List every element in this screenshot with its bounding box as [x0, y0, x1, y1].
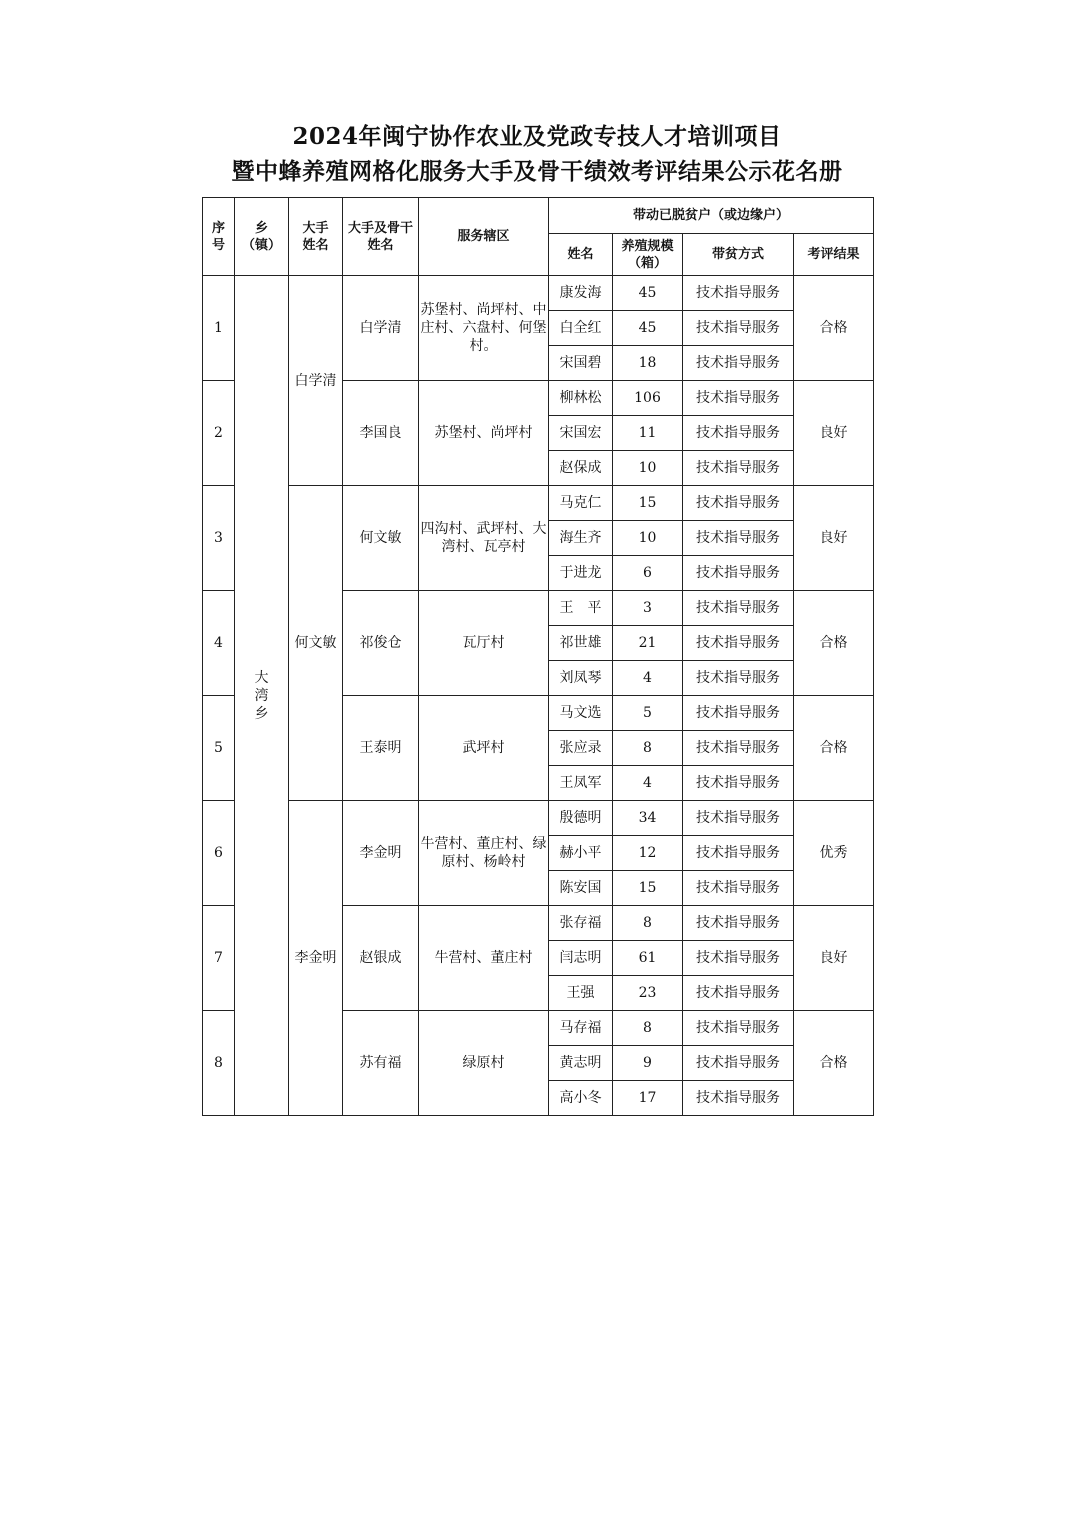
member-cell: 祁俊仓: [343, 591, 419, 696]
household-method: 技术指导服务: [683, 801, 794, 836]
household-scale: 3: [613, 591, 683, 626]
household-scale: 45: [613, 311, 683, 346]
household-method: 技术指导服务: [683, 381, 794, 416]
household-scale: 11: [613, 416, 683, 451]
household-scale: 17: [613, 1081, 683, 1116]
household-method: 技术指导服务: [683, 276, 794, 311]
header-town: 乡（镇）: [235, 198, 289, 276]
member-cell: 李金明: [343, 801, 419, 906]
member-cell: 赵银成: [343, 906, 419, 1011]
household-scale: 61: [613, 941, 683, 976]
town-name: 大湾乡: [254, 669, 269, 722]
household-name: 柳林松: [549, 381, 613, 416]
household-scale: 15: [613, 486, 683, 521]
area-cell: 牛营村、董庄村、绿原村、杨岭村: [419, 801, 549, 906]
member-cell: 苏有福: [343, 1011, 419, 1116]
seq-cell: 1: [203, 276, 235, 381]
header-household-group: 带动已脱贫户（或边缘户）: [549, 198, 874, 234]
household-name: 祁世雄: [549, 626, 613, 661]
household-name: 宋国碧: [549, 346, 613, 381]
result-cell: 合格: [794, 1011, 874, 1116]
town-cell: [235, 276, 289, 1116]
member-cell: 白学清: [343, 276, 419, 381]
area-cell: 绿原村: [419, 1011, 549, 1116]
household-method: 技术指导服务: [683, 346, 794, 381]
household-scale: 45: [613, 276, 683, 311]
household-name: 王凤军: [549, 766, 613, 801]
household-scale: 6: [613, 556, 683, 591]
result-cell: 合格: [794, 696, 874, 801]
header-name: 姓名: [549, 234, 613, 276]
household-name: 张存福: [549, 906, 613, 941]
household-name: 马文选: [549, 696, 613, 731]
table-row: [203, 276, 874, 311]
seq-cell: 2: [203, 381, 235, 486]
table-row: [203, 486, 874, 521]
header-leader: 大手姓名: [289, 198, 343, 276]
table-row: [203, 801, 874, 836]
household-method: 技术指导服务: [683, 556, 794, 591]
household-method: 技术指导服务: [683, 626, 794, 661]
household-method: 技术指导服务: [683, 941, 794, 976]
document-title-line2: 暨中蜂养殖网格化服务大手及骨干绩效考评结果公示花名册: [231, 158, 843, 185]
household-name: 白全红: [549, 311, 613, 346]
area-cell: 苏堡村、尚坪村、中庄村、六盘村、何堡村。: [419, 276, 549, 381]
seq-cell: 3: [203, 486, 235, 591]
household-name: 于进龙: [549, 556, 613, 591]
member-cell: 王泰明: [343, 696, 419, 801]
household-method: 技术指导服务: [683, 871, 794, 906]
seq-cell: 6: [203, 801, 235, 906]
result-cell: 合格: [794, 276, 874, 381]
household-method: 技术指导服务: [683, 416, 794, 451]
household-name: 闫志明: [549, 941, 613, 976]
roster-table: [202, 197, 874, 1116]
document-title-line1: 2024年闽宁协作农业及党政专技人才培训项目: [292, 123, 782, 150]
household-name: 张应录: [549, 731, 613, 766]
household-scale: 4: [613, 661, 683, 696]
household-method: 技术指导服务: [683, 311, 794, 346]
seq-cell: 4: [203, 591, 235, 696]
household-method: 技术指导服务: [683, 906, 794, 941]
household-scale: 10: [613, 451, 683, 486]
household-name: 黄志明: [549, 1046, 613, 1081]
household-method: 技术指导服务: [683, 451, 794, 486]
area-cell: 瓦厅村: [419, 591, 549, 696]
header-method: 带贫方式: [683, 234, 794, 276]
household-method: 技术指导服务: [683, 976, 794, 1011]
seq-cell: 8: [203, 1011, 235, 1116]
household-scale: 34: [613, 801, 683, 836]
household-name: 海生齐: [549, 521, 613, 556]
household-name: 康发海: [549, 276, 613, 311]
household-scale: 15: [613, 871, 683, 906]
household-method: 技术指导服务: [683, 521, 794, 556]
household-name: 马存福: [549, 1011, 613, 1046]
household-name: 马克仁: [549, 486, 613, 521]
member-cell: 何文敏: [343, 486, 419, 591]
household-name: 殷德明: [549, 801, 613, 836]
result-cell: 合格: [794, 591, 874, 696]
household-name: 宋国宏: [549, 416, 613, 451]
household-scale: 9: [613, 1046, 683, 1081]
household-name: 刘凤琴: [549, 661, 613, 696]
leader-cell: 李金明: [289, 801, 343, 1116]
area-cell: 牛营村、董庄村: [419, 906, 549, 1011]
household-scale: 8: [613, 731, 683, 766]
result-cell: 优秀: [794, 801, 874, 906]
household-method: 技术指导服务: [683, 486, 794, 521]
area-cell: 四沟村、武坪村、大湾村、瓦亭村: [419, 486, 549, 591]
area-cell: 武坪村: [419, 696, 549, 801]
header-area: 服务辖区: [419, 198, 549, 276]
household-scale: 18: [613, 346, 683, 381]
household-method: 技术指导服务: [683, 836, 794, 871]
household-scale: 12: [613, 836, 683, 871]
household-method: 技术指导服务: [683, 766, 794, 801]
result-cell: 良好: [794, 906, 874, 1011]
seq-cell: 7: [203, 906, 235, 1011]
household-method: 技术指导服务: [683, 1081, 794, 1116]
household-scale: 10: [613, 521, 683, 556]
member-cell: 李国良: [343, 381, 419, 486]
household-method: 技术指导服务: [683, 661, 794, 696]
household-method: 技术指导服务: [683, 1011, 794, 1046]
header-seq: 序号: [203, 198, 235, 276]
result-cell: 良好: [794, 486, 874, 591]
household-scale: 21: [613, 626, 683, 661]
household-scale: 4: [613, 766, 683, 801]
household-name: 赵保成: [549, 451, 613, 486]
household-scale: 8: [613, 906, 683, 941]
household-method: 技术指导服务: [683, 591, 794, 626]
household-scale: 23: [613, 976, 683, 1011]
household-scale: 8: [613, 1011, 683, 1046]
header-result: 考评结果: [794, 234, 874, 276]
household-name: 高小冬: [549, 1081, 613, 1116]
household-name: 王强: [549, 976, 613, 1011]
header-scale: 养殖规模（箱）: [613, 234, 683, 276]
household-name: 赫小平: [549, 836, 613, 871]
leader-cell: 白学清: [289, 276, 343, 486]
household-method: 技术指导服务: [683, 731, 794, 766]
household-scale: 106: [613, 381, 683, 416]
leader-cell: 何文敏: [289, 486, 343, 801]
household-scale: 5: [613, 696, 683, 731]
result-cell: 良好: [794, 381, 874, 486]
header-member: 大手及骨干姓名: [343, 198, 419, 276]
household-method: 技术指导服务: [683, 696, 794, 731]
area-cell: 苏堡村、尚坪村: [419, 381, 549, 486]
household-method: 技术指导服务: [683, 1046, 794, 1081]
household-name: 王 平: [549, 591, 613, 626]
household-name: 陈安国: [549, 871, 613, 906]
seq-cell: 5: [203, 696, 235, 801]
